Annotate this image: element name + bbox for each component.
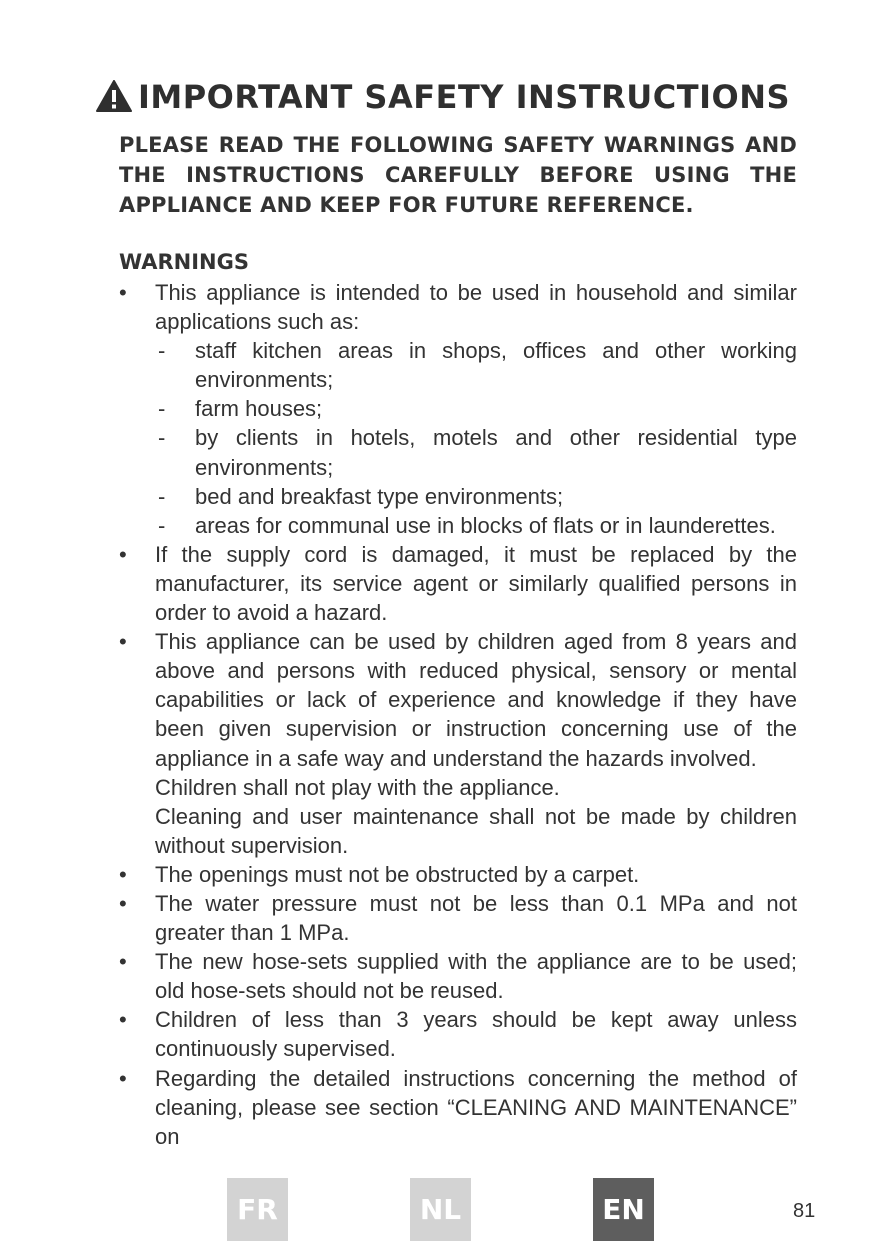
language-tab-en[interactable]: EN	[593, 1178, 654, 1241]
usage-sublist	[155, 336, 797, 540]
sub-list-item: - by clients in hotels, motels and other residential type environments;	[155, 423, 797, 481]
language-tab-fr[interactable]: FR	[227, 1178, 288, 1241]
list-item	[119, 278, 797, 540]
list-item: • The water pressure must not be less than 0.1 MPa and not greater than 1 MPa.	[119, 889, 797, 947]
sub-list-item: - staff kitchen areas in shops, offices and other working environments;	[155, 336, 797, 394]
warnings-heading: WARNINGS	[119, 250, 249, 274]
list-item: • The openings must not be obstructed by a carpet.	[119, 860, 797, 889]
warning-text: • This appliance can be used by children aged from 8 years and above and persons with reduced physical, sensory or mental capabilities or lack of experience and knowledge if they have been given supervision or instruction concerning use of the appliance in a safe way and understand the hazards involved.	[155, 629, 797, 771]
children-play-note: Children shall not play with the appliance.	[155, 774, 560, 800]
language-tab-nl[interactable]: NL	[410, 1178, 471, 1241]
list-item	[119, 627, 797, 860]
warning-text: • This appliance is intended to be used in household and similar applications such as:	[155, 280, 797, 335]
title-text: IMPORTANT SAFETY INSTRUCTIONS	[137, 78, 791, 116]
list-item: • The new hose-sets supplied with the appliance are to be used; old hose-sets should not be reused.	[119, 947, 797, 1005]
page-number: 81	[793, 1200, 816, 1222]
warnings-section	[119, 278, 797, 1151]
warnings-list	[119, 278, 797, 1151]
list-item: • If the supply cord is damaged, it must be replaced by the manufacturer, its service agent or similarly qualified persons in order to avoid a hazard.	[119, 540, 797, 627]
list-item: • Children of less than 3 years should be kept away unless continuously supervised.	[119, 1005, 797, 1063]
sub-list-item: - areas for communal use in blocks of flats or in launderettes.	[155, 511, 797, 540]
cleaning-note: Cleaning and user maintenance shall not be made by children without supervision.	[155, 803, 797, 858]
page-title	[0, 78, 886, 120]
warning-triangle-icon	[96, 80, 132, 120]
list-item: • Regarding the detailed instructions concerning the method of cleaning, please see section “CLEANING AND MAINTENANCE” on	[119, 1064, 797, 1151]
intro-notice: PLEASE READ THE FOLLOWING SAFETY WARNINGS AND THE INSTRUCTIONS CAREFULLY BEFORE USING THE APPLIANCE AND KEEP FOR FUTURE REFERENCE.	[119, 133, 797, 217]
sub-list-item: - farm houses;	[155, 394, 797, 423]
sub-list-item: - bed and breakfast type environments;	[155, 482, 797, 511]
